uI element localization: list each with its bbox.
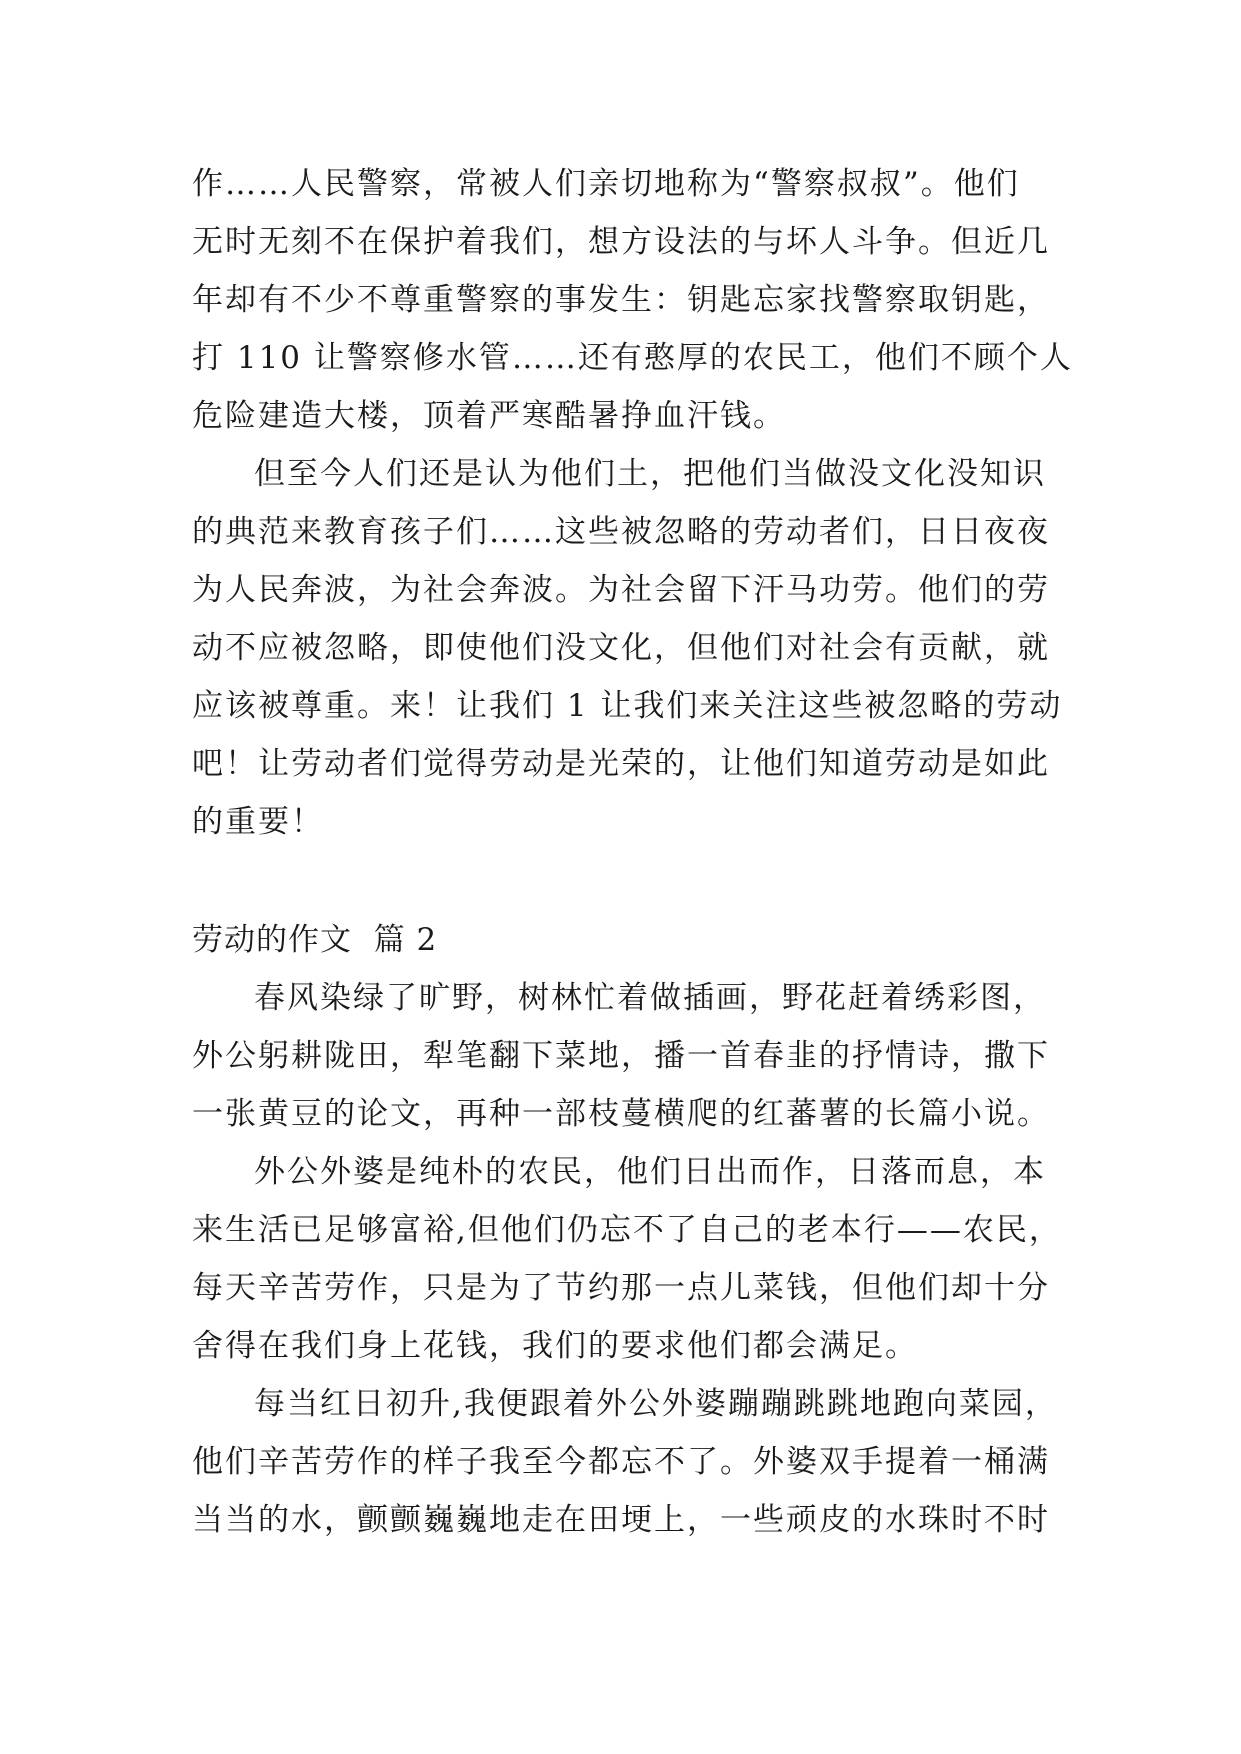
text-line: 危险建造大楼，顶着严寒酷暑挣血汗钱。 bbox=[192, 398, 786, 434]
text-line: 年却有不少不尊重警察的事发生：钥匙忘家找警察取钥匙， bbox=[192, 282, 1050, 318]
section-gap bbox=[192, 851, 1072, 911]
text-line: 但至今人们还是认为他们土，把他们当做没文化没知识 bbox=[254, 456, 1046, 492]
text-line: 外公外婆是纯朴的农民，他们日出而作，日落而息，本 bbox=[254, 1154, 1046, 1190]
text-line: 无时无刻不在保护着我们，想方设法的与坏人斗争。但近几 bbox=[192, 224, 1050, 260]
text-line: 春风染绿了旷野，树林忙着做插画，野花赶着绣彩图， bbox=[254, 980, 1046, 1016]
text-line: 每当红日初升,我便跟着外公外婆蹦蹦跳跳地跑向菜园， bbox=[254, 1386, 1058, 1422]
paragraph-4 bbox=[192, 1143, 1072, 1375]
text-line: 外公躬耕陇田，犁笔翻下菜地，播一首春韭的抒情诗，撒下 bbox=[192, 1038, 1050, 1074]
text-line: 当当的水，颤颤巍巍地走在田埂上，一些顽皮的水珠时不时 bbox=[192, 1502, 1050, 1538]
paragraph-2 bbox=[192, 445, 1072, 851]
text-line: 每天辛苦劳作，只是为了节约那一点儿菜钱，但他们却十分 bbox=[192, 1270, 1050, 1306]
text-line: 作……人民警察，常被人们亲切地称为“警察叔叔”。他们 bbox=[192, 166, 1020, 202]
text-line: 一张黄豆的论文，再种一部枝蔓横爬的红蕃薯的长篇小说。 bbox=[192, 1096, 1050, 1132]
section-heading: 劳动的作文 篇 2 bbox=[192, 922, 438, 958]
text-line: 他们辛苦劳作的样子我至今都忘不了。外婆双手提着一桶满 bbox=[192, 1444, 1050, 1480]
text-line: 的典范来教育孩子们……这些被忽略的劳动者们，日日夜夜 bbox=[192, 514, 1050, 550]
text-line: 打 110 让警察修水管……还有憨厚的农民工，他们不顾个人 bbox=[192, 340, 1073, 376]
text-line: 动不应被忽略，即使他们没文化，但他们对社会有贡献，就 bbox=[192, 630, 1050, 666]
text-line: 来生活已足够富裕,但他们仍忘不了自己的老本行——农民， bbox=[192, 1212, 1062, 1248]
text-line: 的重要！ bbox=[192, 804, 324, 840]
text-line: 为人民奔波，为社会奔波。为社会留下汗马功劳。他们的劳 bbox=[192, 572, 1050, 608]
paragraph-1 bbox=[192, 155, 1072, 445]
paragraph-3 bbox=[192, 969, 1072, 1143]
text-line: 舍得在我们身上花钱，我们的要求他们都会满足。 bbox=[192, 1328, 918, 1364]
paragraph-5 bbox=[192, 1375, 1072, 1549]
text-line: 吧！让劳动者们觉得劳动是光荣的，让他们知道劳动是如此 bbox=[192, 746, 1050, 782]
document-body bbox=[192, 155, 1072, 1549]
text-line: 应该被尊重。来！让我们 1 让我们来关注这些被忽略的劳动 bbox=[192, 688, 1063, 724]
